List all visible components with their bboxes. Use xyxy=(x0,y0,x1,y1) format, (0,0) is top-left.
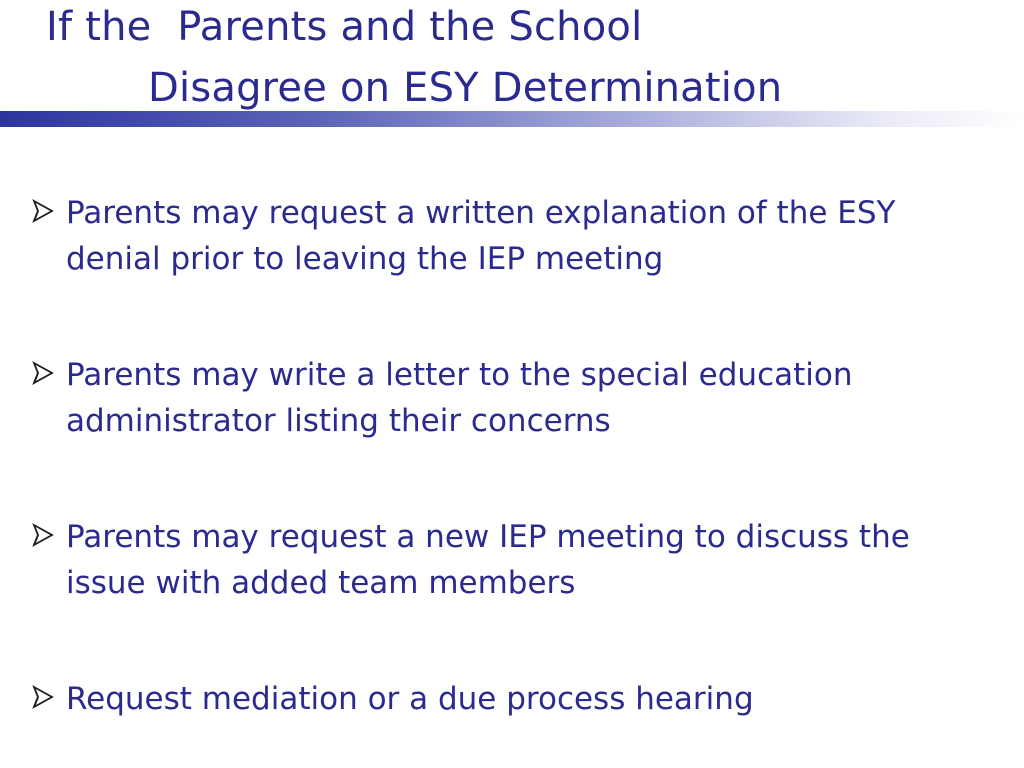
bullet-item xyxy=(30,352,960,444)
bullet-text: Request mediation or a due process hearing xyxy=(66,681,754,717)
title-gradient-rule xyxy=(0,111,1024,127)
slide-title-line-2: Disagree on ESY Determination xyxy=(148,65,783,111)
slide-title-line-1: If the Parents and the School xyxy=(46,4,643,50)
arrow-bullet-icon xyxy=(30,359,58,387)
bullet-item xyxy=(30,676,960,722)
slide-title xyxy=(46,2,782,113)
bullet-list xyxy=(30,190,960,722)
arrow-bullet-icon xyxy=(30,683,58,711)
bullet-item xyxy=(30,514,960,606)
arrow-bullet-icon xyxy=(30,521,58,549)
bullet-text: Parents may request a written explanation of the ESY denial prior to leaving the IEP meeting xyxy=(66,195,896,277)
bullet-text: Parents may request a new IEP meeting to discuss the issue with added team members xyxy=(66,519,910,601)
arrow-bullet-icon xyxy=(30,197,58,225)
bullet-item xyxy=(30,190,960,282)
bullet-text: Parents may write a letter to the special education administrator listing their concerns xyxy=(66,357,853,439)
